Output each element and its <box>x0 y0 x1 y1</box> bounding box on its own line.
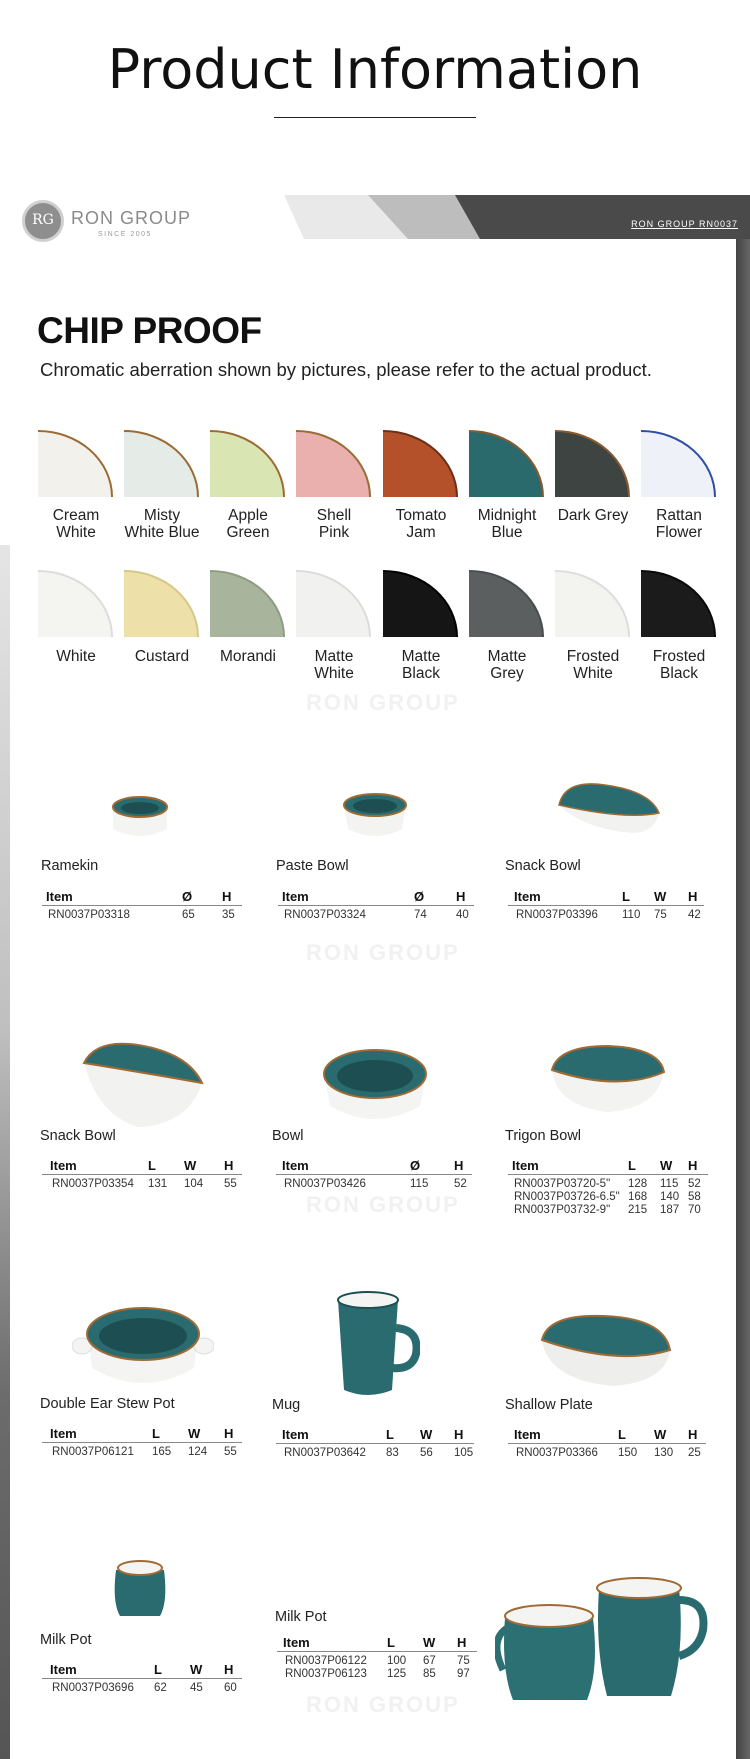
spec-table-header <box>276 1155 472 1175</box>
spec-table <box>508 1424 706 1466</box>
color-swatch-label <box>120 507 204 541</box>
milk-pot-small-image <box>110 1552 170 1622</box>
spec-header-cell: W <box>190 1662 203 1677</box>
spec-cell: 62 <box>154 1682 167 1694</box>
color-swatch-label <box>379 507 463 541</box>
product-name: Snack Bowl <box>40 1128 116 1144</box>
spec-cell: 55 <box>224 1446 237 1458</box>
color-swatch-label <box>551 507 635 524</box>
swatch-label-line1: Frosted <box>652 648 706 665</box>
spec-header-cell: H <box>688 889 698 904</box>
spec-table-row <box>508 1175 708 1188</box>
spec-header-cell: H <box>222 889 232 904</box>
watermark: RON GROUP <box>306 1692 460 1717</box>
color-swatch-label <box>34 648 118 665</box>
watermark: RON GROUP <box>306 690 460 715</box>
spec-cell: 58 <box>688 1191 701 1203</box>
swatch-label-line2: Pink <box>318 524 350 541</box>
spec-table-row <box>508 1444 706 1466</box>
spec-cell: 100 <box>387 1655 407 1667</box>
spec-cell: RN0037P03354 <box>52 1178 134 1190</box>
spec-cell: RN0037P03642 <box>284 1447 366 1459</box>
product-name: Double Ear Stew Pot <box>40 1396 175 1412</box>
spec-header-cell: Item <box>282 1427 309 1442</box>
milk-pots-image <box>495 1570 710 1705</box>
spec-header-cell: W <box>184 1158 197 1173</box>
spec-cell: 104 <box>184 1178 204 1190</box>
spec-table-row <box>42 1679 242 1701</box>
spec-cell: RN0037P03696 <box>52 1682 134 1694</box>
spec-cell: RN0037P03366 <box>516 1447 598 1459</box>
spec-table-header <box>42 886 242 906</box>
chip-proof-subtitle: Chromatic aberration shown by pictures, please refer to the actual product. <box>40 359 652 380</box>
spec-header-cell: L <box>628 1158 636 1173</box>
spec-table-row <box>278 906 474 928</box>
spec-cell: RN0037P03426 <box>284 1178 366 1190</box>
ramekin-image <box>105 785 175 845</box>
swatch-label-line2: Jam <box>406 524 436 541</box>
spec-table-row <box>508 1188 708 1201</box>
spec-cell: RN0037P06121 <box>52 1446 134 1458</box>
spec-cell: 115 <box>660 1178 679 1190</box>
spec-header-cell: Item <box>512 1158 539 1173</box>
spec-header-cell: L <box>622 889 630 904</box>
product-name: Mug <box>272 1397 301 1413</box>
brand-name: RON GROUP <box>71 208 192 228</box>
spec-header-cell: Item <box>282 889 309 904</box>
spec-table-header <box>277 1632 477 1652</box>
swatch-label-line2: Black <box>402 665 440 682</box>
shallow-plate-image <box>538 1310 673 1390</box>
spec-table-row <box>42 906 242 928</box>
product-name: Shallow Plate <box>505 1397 593 1413</box>
spec-header-cell: L <box>386 1427 394 1442</box>
spec-table <box>42 886 242 928</box>
spec-cell: 140 <box>660 1191 680 1203</box>
spec-cell: 75 <box>654 909 667 921</box>
spec-table <box>278 886 474 928</box>
left-edge-band <box>0 545 10 1759</box>
spec-table-header <box>508 886 704 906</box>
color-swatch-label <box>551 648 635 682</box>
spec-header-cell: L <box>148 1158 156 1173</box>
spec-table-row <box>276 1175 472 1197</box>
watermark: RON GROUP <box>306 1192 460 1217</box>
bowl-image <box>320 1040 430 1130</box>
mug-image <box>330 1290 420 1400</box>
swatch-label-line1: Rattan <box>656 507 702 524</box>
color-swatch <box>210 430 285 497</box>
spec-header-cell: Item <box>46 889 73 904</box>
spec-cell: 130 <box>654 1447 674 1459</box>
spec-table-row <box>508 1201 708 1214</box>
spec-cell: RN0037P03324 <box>284 909 366 921</box>
spec-cell: 70 <box>688 1204 701 1216</box>
spec-header-cell: L <box>152 1426 160 1441</box>
page-title: Product Information <box>107 38 643 101</box>
spec-table-header <box>276 1424 474 1444</box>
swatch-label-line1: Apple <box>228 507 268 524</box>
snack-bowl-2-image <box>78 1035 208 1135</box>
chip-proof-title: CHIP PROOF <box>37 310 262 351</box>
spec-cell: 168 <box>628 1191 648 1203</box>
spec-table-row <box>42 1175 242 1197</box>
swatch-label-line1: White <box>56 648 96 665</box>
color-swatch <box>555 570 630 637</box>
logo-mark: RG <box>32 212 54 228</box>
swatch-label-line1: Tomato <box>395 507 447 524</box>
color-swatch <box>469 430 544 497</box>
spec-cell: 125 <box>387 1668 407 1680</box>
swatch-label-line1: Matte <box>401 648 441 665</box>
spec-header-cell: Item <box>283 1635 310 1650</box>
spec-cell: 45 <box>190 1682 203 1694</box>
swatch-label-line2: White <box>314 665 354 682</box>
swatch-label-line2: Grey <box>490 665 524 682</box>
color-swatch-label <box>637 507 721 541</box>
spec-cell: 56 <box>420 1447 433 1459</box>
swatch-label-line1: Midnight <box>477 507 537 524</box>
spec-header-cell: Item <box>50 1426 77 1441</box>
spec-cell: 55 <box>224 1178 237 1190</box>
brand-logo-icon <box>22 200 64 242</box>
spec-table <box>42 1423 242 1465</box>
spec-cell: RN0037P03726-6.5" <box>514 1191 620 1203</box>
spec-cell: 165 <box>152 1446 172 1458</box>
color-swatch <box>641 430 716 497</box>
spec-table <box>277 1632 477 1678</box>
color-swatch-label <box>292 648 376 682</box>
spec-header-cell: Item <box>514 889 541 904</box>
spec-cell: 115 <box>410 1178 429 1190</box>
title-divider <box>274 117 476 118</box>
swatch-label-line2: White <box>573 665 613 682</box>
spec-cell: 42 <box>688 909 701 921</box>
color-swatch <box>555 430 630 497</box>
spec-header-cell: W <box>423 1635 436 1650</box>
spec-table <box>42 1155 242 1197</box>
swatch-label-line1: Dark Grey <box>557 507 629 524</box>
swatch-label-line2: White <box>56 524 96 541</box>
spec-cell: 124 <box>188 1446 208 1458</box>
spec-header-cell: W <box>420 1427 433 1442</box>
spec-header-cell: H <box>456 889 466 904</box>
spec-cell: 75 <box>457 1655 470 1667</box>
right-edge-band <box>736 236 750 1759</box>
color-swatch-label <box>637 648 721 682</box>
spec-header-cell: Item <box>514 1427 541 1442</box>
spec-table <box>42 1659 242 1701</box>
color-swatch-label <box>206 648 290 665</box>
product-name: Trigon Bowl <box>505 1128 582 1144</box>
product-name: Snack Bowl <box>505 858 581 874</box>
color-swatch-label <box>465 507 549 541</box>
spec-table <box>508 886 704 928</box>
spec-table-header <box>42 1155 242 1175</box>
color-swatch-label <box>292 507 376 541</box>
swatch-label-line2: Green <box>226 524 270 541</box>
swatch-label-line2: Black <box>660 665 698 682</box>
paste-bowl-image <box>340 783 410 845</box>
spec-header-cell: H <box>688 1158 698 1173</box>
brand-since: SINCE 2005 <box>98 231 152 238</box>
spec-cell: 52 <box>454 1178 467 1190</box>
spec-cell: RN0037P06122 <box>285 1655 367 1667</box>
color-swatch <box>210 570 285 637</box>
spec-cell: 187 <box>660 1204 680 1216</box>
spec-header-cell: H <box>688 1427 698 1442</box>
swatch-label-line2: White Blue <box>124 524 200 541</box>
spec-cell: 85 <box>423 1668 436 1680</box>
spec-header-cell: H <box>224 1662 234 1677</box>
spec-header-cell: L <box>618 1427 626 1442</box>
spec-cell: 52 <box>688 1178 701 1190</box>
spec-cell: 35 <box>222 909 235 921</box>
swatch-label-line1: Custard <box>134 648 190 665</box>
color-swatch <box>124 430 199 497</box>
spec-header-cell: Ø <box>414 889 425 904</box>
color-swatch-label <box>465 648 549 682</box>
swatch-label-line1: Cream <box>52 507 100 524</box>
spec-cell: 25 <box>688 1447 701 1459</box>
color-swatch <box>296 430 371 497</box>
spec-table <box>276 1424 474 1466</box>
spec-cell: RN0037P03732-9" <box>514 1204 611 1216</box>
spec-table-header <box>278 886 474 906</box>
watermark: RON GROUP <box>306 940 460 965</box>
swatch-label-line1: Matte <box>314 648 354 665</box>
spec-cell: RN0037P06123 <box>285 1668 367 1680</box>
spec-header-cell: H <box>454 1158 464 1173</box>
spec-cell: RN0037P03720-5" <box>514 1178 611 1190</box>
spec-table-row <box>508 906 704 928</box>
spec-header-cell: Item <box>50 1662 77 1677</box>
color-swatch <box>124 570 199 637</box>
color-swatch-label <box>379 648 463 682</box>
spec-table-header <box>42 1423 242 1443</box>
product-name: Bowl <box>272 1128 304 1144</box>
spec-cell: 97 <box>457 1668 470 1680</box>
color-swatch <box>38 430 113 497</box>
spec-cell: 74 <box>414 909 427 921</box>
color-swatch <box>38 570 113 637</box>
spec-cell: 60 <box>224 1682 237 1694</box>
swatch-label-line2: Flower <box>655 524 703 541</box>
spec-cell: 105 <box>454 1447 474 1459</box>
spec-header-cell: L <box>154 1662 162 1677</box>
spec-cell: 67 <box>423 1655 436 1667</box>
spec-header-cell: L <box>387 1635 395 1650</box>
spec-cell: 83 <box>386 1447 399 1459</box>
spec-header-cell: Item <box>282 1158 309 1173</box>
spec-cell: 40 <box>456 909 469 921</box>
spec-cell: 65 <box>182 909 195 921</box>
spec-header-cell: W <box>654 889 667 904</box>
spec-header-cell: Ø <box>182 889 193 904</box>
spec-header-cell: H <box>454 1427 464 1442</box>
spec-header-cell: Item <box>50 1158 77 1173</box>
color-swatch <box>383 430 458 497</box>
spec-table <box>276 1155 472 1197</box>
spec-cell: 131 <box>148 1178 168 1190</box>
spec-cell: 215 <box>628 1204 648 1216</box>
color-swatch-label <box>34 507 118 541</box>
header-band-dark <box>455 195 750 239</box>
spec-table-header <box>508 1155 708 1175</box>
header-band-label: RON GROUP RN0037 <box>631 219 738 229</box>
spec-header-cell: W <box>188 1426 201 1441</box>
spec-table-row <box>42 1443 242 1465</box>
spec-table-row <box>277 1665 477 1678</box>
spec-header-cell: W <box>654 1427 667 1442</box>
spec-header-cell: H <box>224 1426 234 1441</box>
swatch-label-line1: Morandi <box>220 648 276 665</box>
trigon-bowl-image <box>548 1040 668 1115</box>
color-swatch <box>383 570 458 637</box>
swatch-label-line1: Shell <box>316 507 352 524</box>
spec-header-cell: H <box>224 1158 234 1173</box>
color-swatch <box>469 570 544 637</box>
spec-table-row <box>277 1652 477 1665</box>
spec-header-cell: W <box>660 1158 673 1173</box>
color-swatch <box>641 570 716 637</box>
spec-table-row <box>276 1444 474 1466</box>
spec-cell: 150 <box>618 1447 638 1459</box>
spec-cell: 110 <box>622 909 641 921</box>
color-swatch <box>296 570 371 637</box>
swatch-label-line2: Blue <box>491 524 523 541</box>
swatch-label-line1: Matte <box>487 648 527 665</box>
snack-bowl-image <box>555 775 665 845</box>
spec-table-header <box>508 1424 706 1444</box>
product-name: Milk Pot <box>40 1632 92 1648</box>
product-name: Paste Bowl <box>276 858 349 874</box>
stew-pot-image <box>72 1298 214 1393</box>
spec-cell: 128 <box>628 1178 648 1190</box>
spec-header-cell: H <box>457 1635 467 1650</box>
spec-cell: RN0037P03396 <box>516 909 598 921</box>
swatch-label-line1: Frosted <box>566 648 620 665</box>
color-swatch-label <box>206 507 290 541</box>
spec-table-header <box>42 1659 242 1679</box>
product-name: Milk Pot <box>275 1609 327 1625</box>
spec-cell: RN0037P03318 <box>48 909 130 921</box>
spec-header-cell: Ø <box>410 1158 421 1173</box>
spec-table <box>508 1155 708 1214</box>
color-swatch-label <box>120 648 204 665</box>
product-name: Ramekin <box>41 858 99 874</box>
swatch-label-line1: Misty <box>143 507 181 524</box>
